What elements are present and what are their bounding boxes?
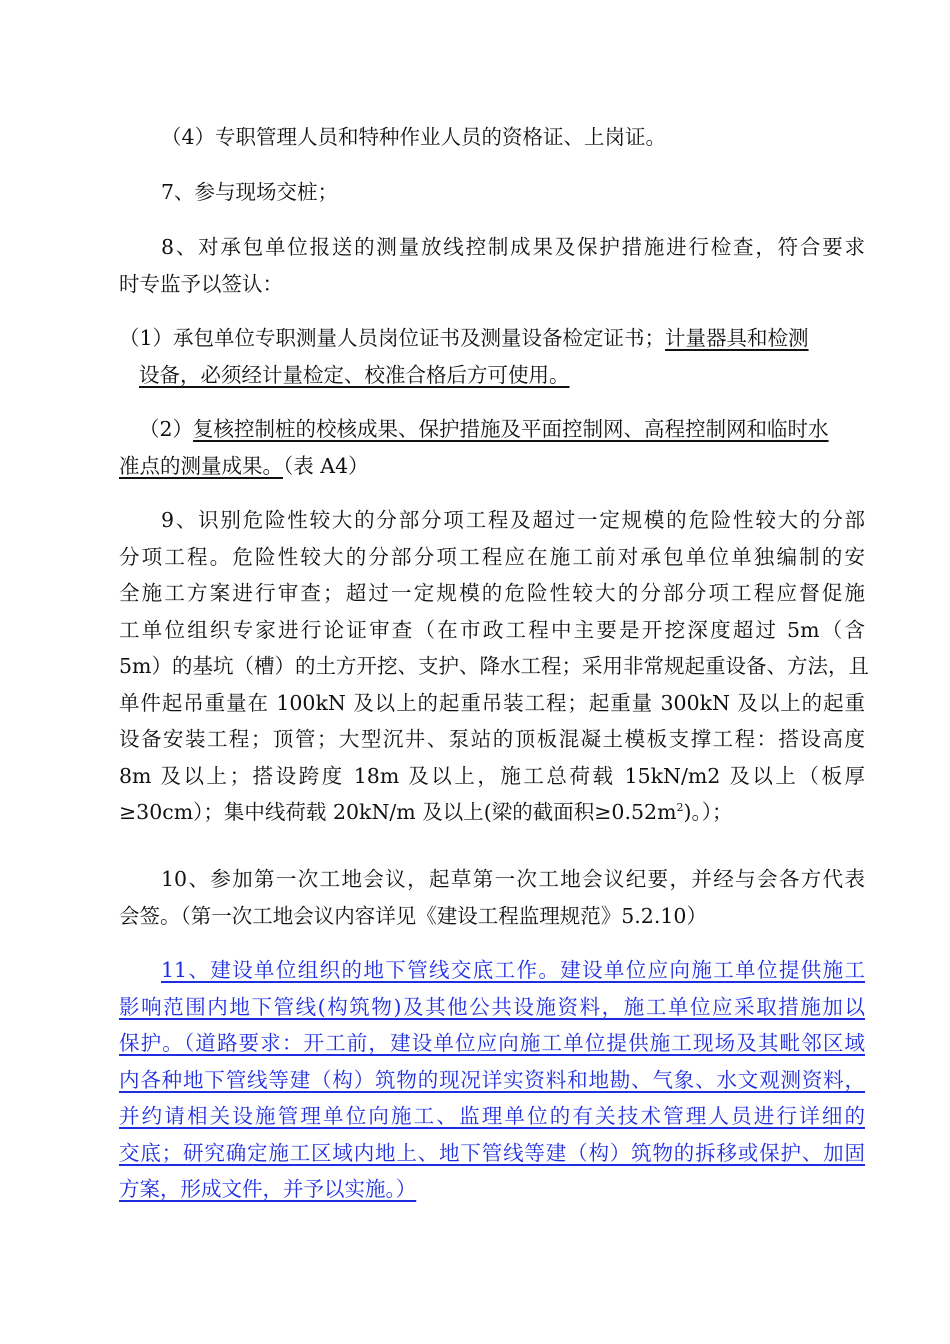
item-9-line-8: 8m 及以上；搭设跨度 18m 及以上，施工总荷载 15kN/m2 及以上（板厚 <box>119 763 865 788</box>
item-11-link-7[interactable]: 方案，形成文件，并予以实施。） <box>119 1177 417 1201</box>
item-11-link-6[interactable]: 交底；研究确定施工区域内地上、地下管线等建（构）筑物的拆移或保护、加固 <box>119 1140 865 1165</box>
paragraph-item-10 <box>119 861 865 934</box>
item-11-line-2[interactable] <box>119 989 865 1026</box>
item-9-line-3: 全施工方案进行审查；超过一定规模的危险性较大的分部分项工程应督促施 <box>119 581 865 605</box>
sub-1-underlined-text: 计量器具和检测 <box>665 326 809 350</box>
item-11-link-5[interactable]: 并约请相关设施管理单位向施工、监理单位的有关技术管理人员进行详细的 <box>119 1104 865 1128</box>
item-9-line-9-main: ≥30cm）；集中线荷载 20kN/m 及以上(梁的截面积≥0.52m <box>119 800 677 824</box>
item-10-line-2: 会签。（第一次工地会议内容详见《建设工程监理规范》5.2.10） <box>119 903 707 928</box>
sub-2-table-ref: （表 A4） <box>283 453 369 478</box>
item-11-line-3[interactable] <box>119 1025 865 1062</box>
paragraph-item-4 <box>119 119 865 156</box>
item-8-line-2: 时专监予以签认： <box>119 271 283 296</box>
item-11-line-5[interactable] <box>119 1098 865 1135</box>
item-10-line-1: 10、参加第一次工地会议，起草第一次工地会议纪要，并经与会各方代表 <box>161 867 865 891</box>
paragraph-sub-1 <box>119 320 865 393</box>
item-11-line-7[interactable] <box>119 1171 865 1208</box>
item-11-line-6[interactable] <box>119 1135 865 1172</box>
paragraph-sub-2 <box>119 411 865 484</box>
sub-2-line-2 <box>119 448 865 485</box>
item-11-link-4[interactable]: 内各种地下管线等建（构）筑物的现况详实资料和地勘、气象、水文观测资料， <box>119 1067 865 1092</box>
item-9-line-6: 单件起吊重量在 100kN 及以上的起重吊装工程；起重量 300kN 及以上的起重 <box>119 690 865 715</box>
sub-1-underlined-text-2: 设备，必须经计量检定、校准合格后方可使用。 <box>139 362 570 387</box>
item-9-line-9 <box>119 794 865 831</box>
sub-2-plain-text: （2） <box>139 417 194 441</box>
item-9-line-2: 分项工程。危险性较大的分部分项工程应在施工前对承包单位单独编制的安 <box>119 544 865 569</box>
item-11-link-3[interactable]: 保护。（道路要求：开工前，建设单位应向施工单位提供施工现场及其毗邻区域 <box>119 1031 865 1055</box>
item-11-link-1[interactable]: 11、建设单位组织的地下管线交底工作。建设单位应向施工单位提供施工 <box>161 958 865 982</box>
item-11-link-2[interactable]: 影响范围内地下管线(构筑物)及其他公共设施资料，施工单位应采取措施加以 <box>119 994 865 1019</box>
item-4-text: （4）专职管理人员和特种作业人员的资格证、上岗证。 <box>161 125 667 149</box>
item-9-line-5: 5m）的基坑（槽）的土方开挖、支护、降水工程；采用非常规起重设备、方法，且 <box>119 654 869 678</box>
sub-1-plain-text: （1）承包单位专职测量人员岗位证书及测量设备检定证书； <box>119 326 666 350</box>
sub-2-underlined-text: 复核控制桩的校核成果、保护措施及平面控制网、高程控制网和临时水 <box>193 417 829 441</box>
sub-2-line-1 <box>119 411 865 448</box>
item-9-line-9-tail: )。）； <box>683 800 733 824</box>
paragraph-item-11 <box>119 952 865 1208</box>
superscript-2: 2 <box>676 801 684 814</box>
item-11-line-1[interactable] <box>119 952 865 989</box>
sub-1-line-2 <box>139 357 865 394</box>
paragraph-item-9 <box>119 502 869 831</box>
item-9-line-4: 工单位组织专家进行论证审查（在市政工程中主要是开挖深度超过 5m（含 <box>119 617 865 642</box>
item-9-line-7: 设备安装工程；顶管；大型沉井、泵站的顶板混凝土模板支撑工程：搭设高度 <box>119 727 865 751</box>
item-7-text: 7、参与现场交桩； <box>161 180 339 204</box>
item-8-line-1: 8、对承包单位报送的测量放线控制成果及保护措施进行检查，符合要求 <box>161 235 865 259</box>
item-9-line-1: 9、识别危险性较大的分部分项工程及超过一定规模的危险性较大的分部 <box>161 508 865 532</box>
item-11-line-4[interactable] <box>119 1062 865 1099</box>
sub-2-underlined-text-2: 准点的测量成果。 <box>119 453 283 478</box>
paragraph-item-8 <box>119 229 865 302</box>
sub-1-line-1 <box>119 320 865 357</box>
paragraph-item-7 <box>119 174 865 211</box>
